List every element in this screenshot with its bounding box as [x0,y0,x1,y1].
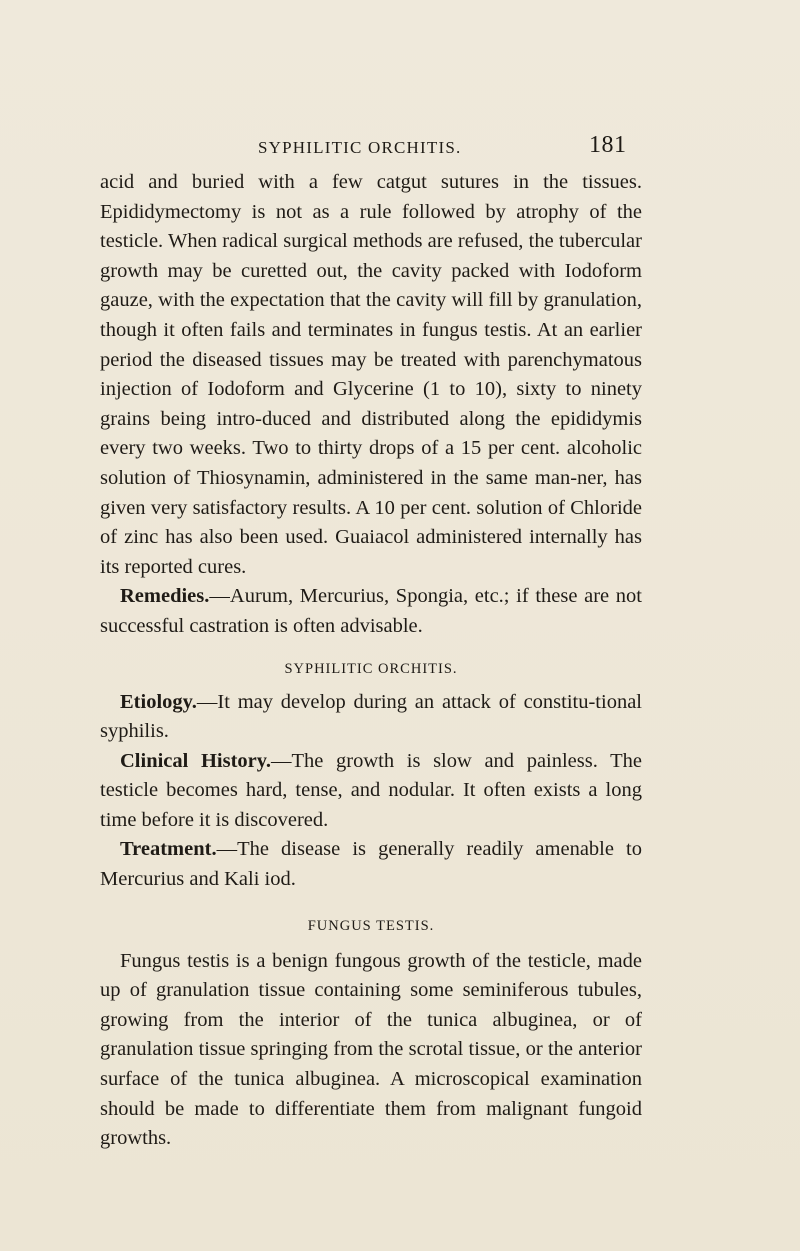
paragraph-fungus-testis: Fungus testis is a benign fungous growth of the testicle, made up of granulation tissue containing some seminiferous tubules, growing from the interior of the tunica albuginea, or of granulation tissue springing from the scrotal tissue, or the anterior surface of the tunica albuginea. A microscopical examination should be made to differentiate them from malignant fungoid growths. [100,949,642,1150]
section-title-fungus-testis: FUNGUS TESTIS. [307,917,435,934]
paragraph-treatment [100,835,642,894]
remedies-label: Remedies. [120,585,210,608]
running-head: SYPHILITIC ORCHITIS. [258,138,462,157]
page-number: 181 [589,132,627,158]
remedies-text: —Aurum, Mercurius, Spongia, etc.; if these are not successful castration is often advisable. [100,585,642,637]
clinical-history-label: Clinical History. [120,749,272,772]
treatment-label: Treatment. [120,838,217,861]
paragraph-remedies [100,582,642,641]
section-title-syphilitic-orchitis: SYPHILITIC ORCHITIS. [284,660,458,677]
etiology-text: —It may develop during an attack of constitu-tional syphilis. [100,690,642,743]
etiology-label: Etiology. [120,690,197,713]
paragraph-etiology [100,688,642,747]
treatment-text: —The disease is generally readily amenable to Mercurius and Kali iod. [100,838,642,891]
paragraph-treatment-continued: acid and buried with a few catgut sutures in the tissues. Epididymectomy is not as a rule followed by atrophy of the testicle. When radical surgical methods are refused, the tubercular growth may be curetted out, the cavity packed with Iodoform gauze, with the expectation that the cavity will fill by granulation, though it often fails and terminates in fungus testis. At an earlier period the diseased tissues may be treated with parenchymatous injection of Iodoform and Glycerine (1 to 10), sixty to ninety grains being intro-duced and distributed along the epididymis every two weeks. Two to thirty drops of a 15 per cent. alcoholic solution of Thiosynamin, administered in the same man-ner, has given very satisfactory results. A 10 per cent. solution of Chloride of zinc has also been used. Guaiacol administered internally has its reported cures. [100,171,642,578]
page-body [100,168,642,1154]
clinical-history-text: —The growth is slow and painless. The testicle becomes hard, tense, and nodular. It often exists a long time before it is discovered. [100,749,643,831]
paragraph-clinical-history [100,747,642,836]
